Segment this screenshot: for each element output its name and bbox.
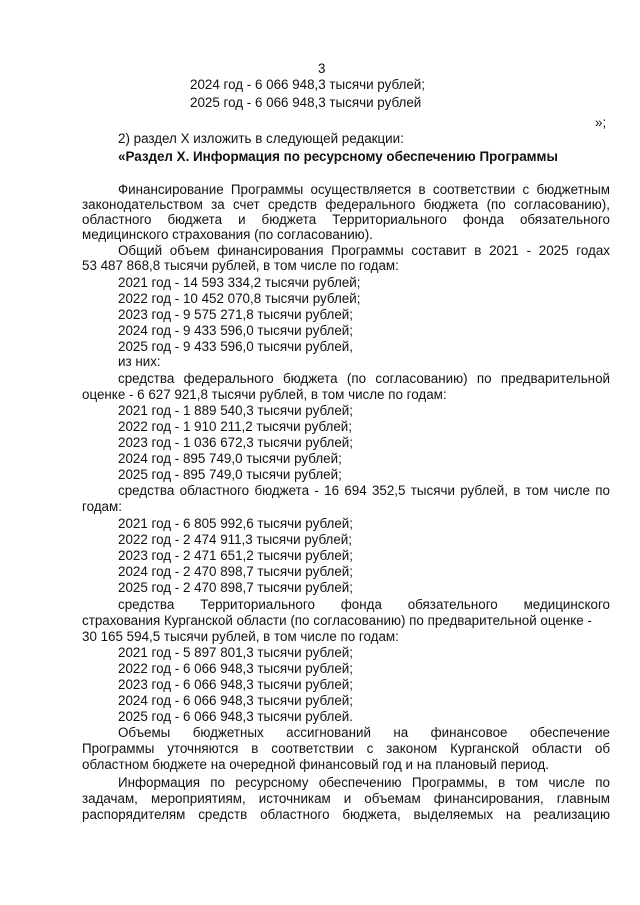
year-line: 2025 год - 2 470 898,7 тысячи рублей;: [118, 580, 353, 595]
paragraph-line: Финансирование Программы осуществляется в соответствии с бюджетным: [118, 182, 610, 197]
year-line: 2021 год - 6 805 992,6 тысячи рублей;: [118, 516, 353, 531]
closing-quote: »;: [595, 115, 607, 130]
year-line: 2023 год - 2 471 651,2 тысячи рублей;: [118, 548, 353, 563]
text-line: 2025 год - 6 066 948,3 тысячи рублей: [190, 95, 422, 110]
year-line: 2023 год - 1 036 672,3 тысячи рублей;: [118, 435, 353, 450]
amendment-item: 2) раздел X изложить в следующей редакции:: [118, 131, 404, 146]
paragraph-line: средства областного бюджета - 16 694 352,5 тысячи рублей, в том числе по: [118, 483, 610, 498]
paragraph-line: Программы уточняются в соответствии с законом Курганской области об: [82, 741, 610, 756]
year-line: 2025 год - 9 433 596,0 тысячи рублей,: [118, 339, 353, 354]
year-line: 2025 год - 895 749,0 тысячи рублей;: [118, 467, 342, 482]
year-line: 2023 год - 9 575 271,8 тысячи рублей;: [118, 307, 353, 322]
paragraph-line: оценке - 6 627 921,8 тысячи рублей, в том числе по годам:: [82, 387, 447, 402]
section-title: «Раздел X. Информация по ресурсному обеспечению Программы: [118, 149, 558, 164]
paragraph-line: годам:: [82, 499, 122, 514]
paragraph-line: средства Территориального фонда обязательного медицинского: [118, 597, 610, 612]
year-line: 2022 год - 6 066 948,3 тысячи рублей;: [118, 661, 353, 676]
year-line: 2024 год - 895 749,0 тысячи рублей;: [118, 451, 342, 466]
year-line: 2024 год - 6 066 948,3 тысячи рублей;: [118, 693, 353, 708]
paragraph-line: задачам, мероприятиям, источникам и объемам финансирования, главным: [82, 791, 610, 806]
year-line: 2022 год - 10 452 070,8 тысячи рублей;: [118, 291, 361, 306]
year-line: 2024 год - 9 433 596,0 тысячи рублей;: [118, 323, 353, 338]
text-line: из них:: [118, 354, 161, 369]
year-line: 2024 год - 2 470 898,7 тысячи рублей;: [118, 564, 353, 579]
year-line: 2021 год - 5 897 801,3 тысячи рублей;: [118, 645, 353, 660]
year-line: 2021 год - 14 593 334,2 тысячи рублей;: [118, 275, 361, 290]
year-line: 2021 год - 1 889 540,3 тысячи рублей;: [118, 403, 353, 418]
paragraph-line: распорядителям средств областного бюджета, выделяемых на реализацию: [82, 807, 610, 822]
paragraph-line: медицинского страхования (по согласованию).: [82, 227, 373, 242]
paragraph-line: областного бюджета и бюджета Территориального фонда обязательного: [82, 212, 610, 227]
text-line: 2024 год - 6 066 948,3 тысячи рублей;: [190, 77, 425, 92]
year-line: 2022 год - 2 474 911,3 тысячи рублей;: [118, 532, 352, 547]
paragraph-line: 30 165 594,5 тысячи рублей, в том числе по годам:: [82, 629, 399, 644]
paragraph-line: средства федерального бюджета (по согласованию) по предварительной: [118, 371, 610, 386]
paragraph-line: законодательством за счет средств федерального бюджета (по согласованию),: [82, 197, 610, 212]
paragraph-line: страхования Курганской области (по согласованию) по предварительной оценке -: [82, 613, 592, 628]
paragraph-line: Объемы бюджетных ассигнований на финансовое обеспечение: [118, 725, 610, 740]
paragraph-line: Информация по ресурсному обеспечению Программы, в том числе по: [118, 775, 610, 790]
page-number: 3: [318, 61, 326, 76]
paragraph-line: 53 487 868,8 тысячи рублей, в том числе по годам:: [82, 258, 399, 273]
year-line: 2023 год - 6 066 948,3 тысячи рублей;: [118, 677, 353, 692]
year-line: 2022 год - 1 910 211,2 тысячи рублей;: [118, 419, 352, 434]
paragraph-line: Общий объем финансирования Программы составит в 2021 - 2025 годах: [118, 243, 610, 258]
year-line: 2025 год - 6 066 948,3 тысячи рублей.: [118, 709, 353, 724]
paragraph-line: областном бюджете на очередной финансовый год и на плановый период.: [82, 757, 549, 772]
